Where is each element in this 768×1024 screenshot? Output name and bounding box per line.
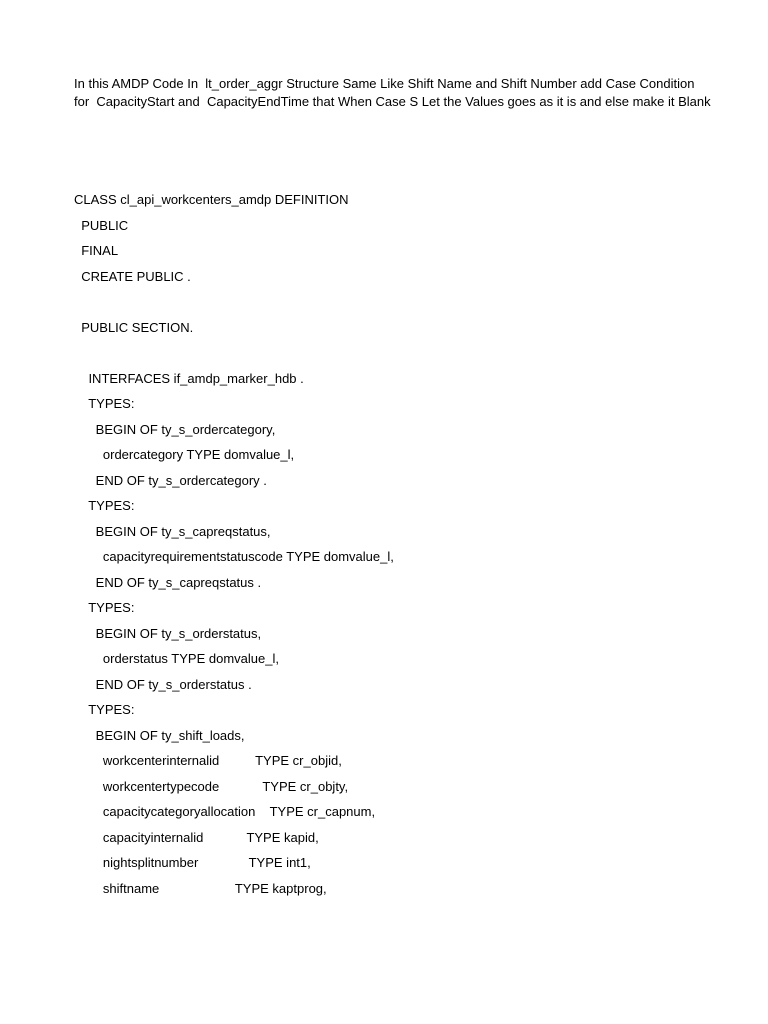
code-line: TYPES: <box>74 396 135 411</box>
code-line: END OF ty_s_orderstatus . <box>74 676 252 692</box>
code-line: BEGIN OF ty_s_capreqstatus, <box>74 523 271 539</box>
code-line: BEGIN OF ty_s_ordercategory, <box>74 421 276 437</box>
code-line: ordercategory TYPE domvalue_l, <box>74 447 295 462</box>
code-line: PUBLIC <box>74 217 129 233</box>
code-line: TYPES: <box>74 702 135 717</box>
code-line: TYPES: <box>74 498 135 513</box>
code-line: TYPES: <box>74 600 135 615</box>
code-line: INTERFACES if_amdp_marker_hdb . <box>74 370 304 386</box>
code-line: BEGIN OF ty_s_orderstatus, <box>74 625 262 641</box>
code-line: END OF ty_s_capreqstatus . <box>74 574 262 590</box>
code-line: capacitycategoryallocation TYPE cr_capnum, <box>74 804 376 819</box>
code-line <box>74 344 734 370</box>
code-line: shiftname TYPE kaptprog, <box>74 880 327 896</box>
code-line: CLASS cl_api_workcenters_amdp DEFINITION <box>74 192 349 207</box>
intro-line: In this AMDP Code In lt_order_aggr Structure Same Like Shift Name and Shift Number add Case Condition <box>74 76 695 91</box>
code-line: workcentertypecode TYPE cr_objty, <box>74 778 349 794</box>
intro-paragraph <box>74 75 714 111</box>
code-line: capacityrequirementstatuscode TYPE domvalue_l, <box>74 549 394 564</box>
code-line <box>74 293 734 319</box>
code-line: orderstatus TYPE domvalue_l, <box>74 651 279 666</box>
code-line: workcenterinternalid TYPE cr_objid, <box>74 753 342 768</box>
code-line: capacityinternalid TYPE kapid, <box>74 829 319 845</box>
code-line: FINAL <box>74 243 119 258</box>
code-line: END OF ty_s_ordercategory . <box>74 472 267 488</box>
code-line: PUBLIC SECTION. <box>74 319 194 335</box>
intro-line: for CapacityStart and CapacityEndTime that When Case S Let the Values goes as it is and else make it Blank <box>74 94 711 109</box>
code-line: CREATE PUBLIC . <box>74 268 191 284</box>
code-block <box>74 191 734 905</box>
code-line: BEGIN OF ty_shift_loads, <box>74 727 245 743</box>
code-line: nightsplitnumber TYPE int1, <box>74 855 311 870</box>
